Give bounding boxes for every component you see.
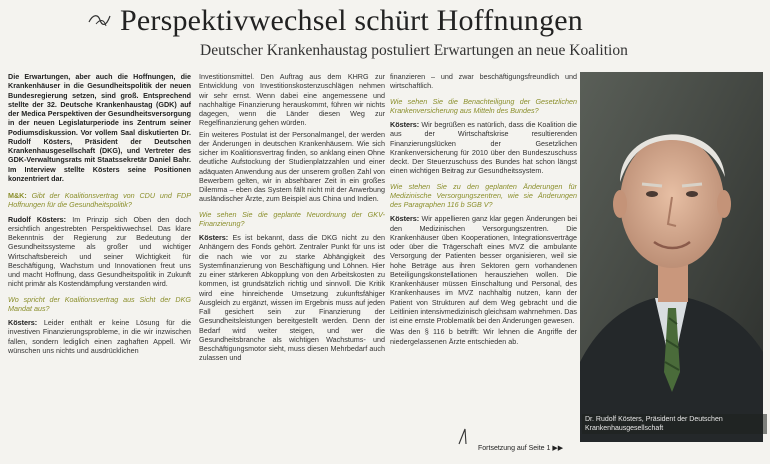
handwritten-mark-icon — [455, 426, 475, 446]
article-headline: Perspektivwechsel schürt Hoffnungen — [120, 4, 584, 37]
portrait-illustration — [580, 72, 763, 442]
answer-2-label: Kösters: — [8, 318, 38, 327]
question-4: Wie sehen Sie die Benachteiligung der Gesetzlichen Krankenversicherung aus Mitteln des Bundes? — [390, 96, 577, 115]
answer-4-text: Wir begrüßen es natürlich, dass die Koalition die aus der Wirtschaftskrise resultierenden Finanzierungslücken der Gesetzlichen Krankenversicherung für 2010 über den Bundeszuschuss deckt. Der Steuerzuschuss des Bundes hat schon längst einen wichtigen Beitrag zur Gesundheitssystem. — [390, 120, 577, 176]
article-column-1 — [8, 72, 191, 464]
answer-3-label: Kösters: — [199, 233, 229, 242]
photo-caption: Dr. Rudolf Kösters, Präsident der Deutschen Krankenhausgesellschaft — [582, 414, 767, 434]
portrait-photo — [580, 72, 763, 442]
answer-4-label: Kösters: — [390, 120, 420, 129]
question-1-label: M&K: — [8, 191, 27, 200]
answer-5-text: Wir appellieren ganz klar gegen Änderungen bei den Medizinischen Versorgungszentren. Die Krankenhäuser üben Kooperationen, Integrationsverträge oder über die Trägerschaft eines MVZ die ambulante Versorgung der Patienten besser organisieren, weil sie hohe Beträge aus ihren Sektoren gern vorhandenen Beteiligungskonstellationen herausziehen wollen. Die Krankenhäuser müssen Einschaltung und Personal, des Krankenhauses im MVZ nachhaltig nutzen, kann der Patient von Strukturen auf dem Weg gebracht und die Leitlinien intensivmedizinisch gleichsam wahrnehmen. Das ist eine ernste Problematik bei den Änderungen gewesen. — [390, 214, 577, 325]
handwritten-tick-icon — [86, 10, 112, 32]
answer-5 — [390, 214, 577, 325]
article-subheadline: Deutscher Krankenhaustag postuliert Erwartungen an neue Koalition — [200, 42, 628, 59]
answer-2-continued: Investitionsmittel. Den Auftrag aus dem KHRG zur Entwicklung von Investitionskostenzuschlägen nehmen wir sehr ernst. Wenn dabei eine angemessene und nachhaltige Finanzierung herauskommt, führen wir nichts dagegen, wenn die Länder diesen Weg zur Regelfinanzierung gehen würden. — [199, 72, 385, 128]
article-intro: Die Erwartungen, aber auch die Hoffnungen, die Krankenhäuser in die Gesundheitspolitik der neuen Bundesregierung setzen, sind groß. Entsprechend stellte der 32. Deutsche Krankenhaustag (GDK) auf der Medica Perspektiven der Gesundheitsversorgung in der neuen Legislaturperiode ins Zentrum seiner Podiumsdiskussion. Vor vollem Saal diskutierten Dr. Rudolf Kösters, Präsident der Deutschen Krankenhausgesellschaft (DKG), und Vertreter des GDK-Verwaltungsrats mit Staatssekretär Daniel Bahr. Im Interview stellte Kösters seine Positionen konzentriert dar. — [8, 72, 191, 183]
answer-2-paragraph: Ein weiteres Postulat ist der Personalmangel, der werden der Änderungen in deutschen Krankenhäusern. Wie sich sicher im Koalitionsvertrag finden, so anklang einen Ohne deutliche Aufstockung der Studienplatzzahlen und einer adäquaten Anwendung aus der unserem großen Zahl von Bewerbern gelten, wir in absehbarer Zeit in ein großes Dilemma – eben das System fällt nicht mit der Anwerbung ausländischer Ärzte, zum Beispiel aus China und Indien. — [199, 129, 385, 204]
question-5: Wie stehen Sie zu den geplanten Änderungen für Medizinische Versorgungszentren, wie sie Änderungen des Paragraphen 116 b SGB V? — [390, 181, 577, 209]
question-1-text: Gibt der Koalitionsvertrag von CDU und FDP Hoffnungen für die Gesundheitspolitik? — [8, 191, 191, 210]
answer-1 — [8, 215, 191, 289]
answer-4 — [390, 120, 577, 176]
article-column-3 — [390, 72, 577, 464]
answer-2-text: Leider enthält er keine Lösung für die investiven Finanzierungsprobleme, in die wir inzwischen fallen, sondern lediglich einen zaghaften Appell. Wir wünschen uns nichts und ausdrücklichen — [8, 318, 191, 355]
question-1 — [8, 191, 191, 210]
continuation-note: Fortsetzung auf Seite 1 ▶▶ — [478, 445, 564, 452]
answer-3-continued: finanzieren – und zwar beschäftigungsfreundlich und wirtschaftlich. — [390, 72, 577, 91]
answer-1-text: Im Prinzip sich Oben den doch ersichtlich angestrebten Perspektivwechsel. Das klare Bekenntnis der Regierung zur Bedeutung der Gesundheitssysteme als großer und wichtiger Wirtschaftsbereich und seiner Wichtigkeit für Beschäftigung, Wachstum und Innovationen freut uns und macht Hoffnung, dass Gesundheitspolitik in Zukunft nicht primär als Kostendämpfung verstanden wird. — [8, 214, 191, 289]
article-column-2 — [199, 72, 385, 464]
answer-5-paragraph: Was den § 116 b betrifft: Wir lehnen die Angriffe der niedergelassenen Ärzte entschieden ab. — [390, 327, 577, 346]
question-3: Wie sehen Sie die geplante Neuordnung der GKV-Finanzierung? — [199, 209, 385, 228]
answer-1-label: Rudolf Kösters: — [8, 214, 67, 224]
answer-2 — [8, 318, 191, 355]
answer-3 — [199, 233, 385, 363]
question-2: Wo spricht der Koalitionsvertrag aus Sicht der DKG Mandat aus? — [8, 294, 191, 313]
answer-5-label: Kösters: — [390, 214, 420, 224]
answer-3-text: Es ist bekannt, dass die DKG nicht zu den Anhängern des Fonds gehört. Zentraler Punkt für uns ist die nach wie vor zu starke Abhängigkeit des Systemfinanzierung von Beschäftigung und Löhnen. Hier zu einer stärkeren Abkopplung von den Arbeitskosten zu kommen, ist grundsätzlich richtig und sinnvoll. Die Kritik wird eine hinreichende Umsetzung zukunftsfähiger Ausgleich zu ergänzt, wissen im Ergebnis muss auf jeden Fall gesichert sein zur Finanzierung der Gesundheitsleistungen bereitgestellt werden. Denn der Bedarf wird weiter steigen, und wer die Gesundheitsbranche als wichtigen Wachstums- und Beschäftigungsmotor sieht, muss diesen Mehrbedarf auch zulassen und — [199, 233, 385, 363]
